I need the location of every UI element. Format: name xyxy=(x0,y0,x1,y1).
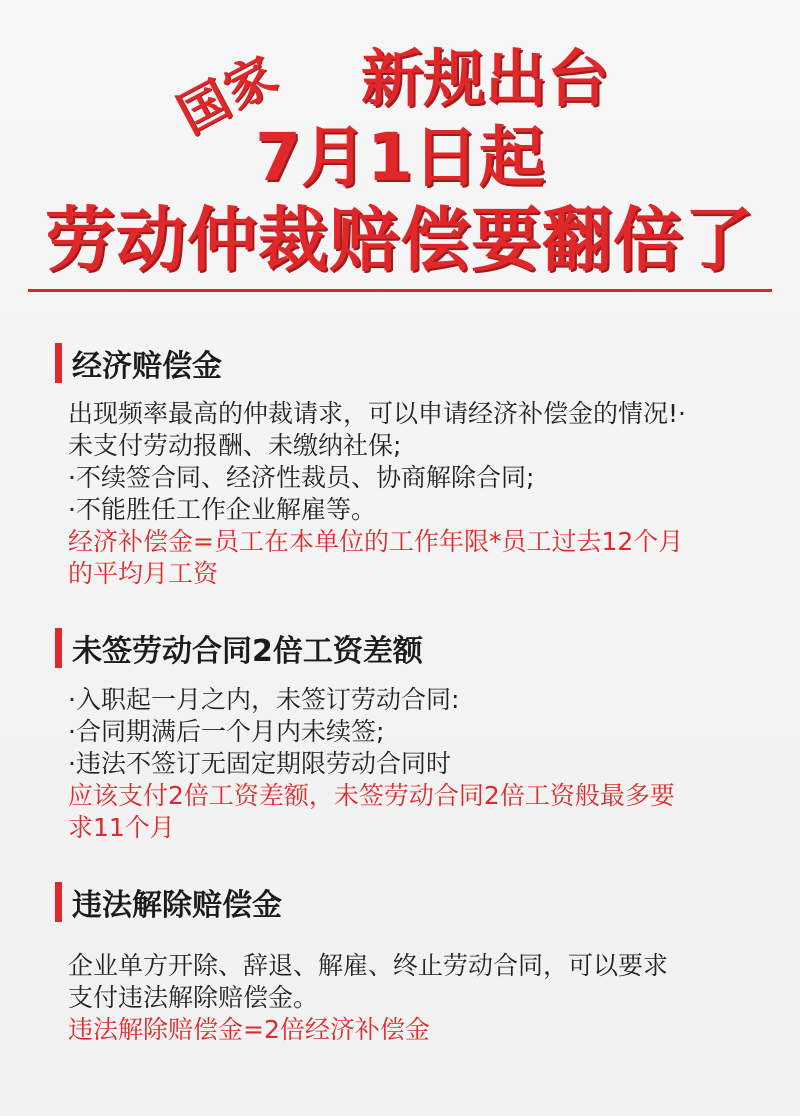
section-body-economic-compensation xyxy=(68,398,768,590)
headline-line-1: 新规出台 xyxy=(360,42,609,115)
body-line: ·入职起一月之内，未签订劳动合同: xyxy=(68,685,460,714)
highlight-line: 经济补偿金=员工在本单位的工作年限*员工过去12个月 xyxy=(68,527,684,556)
section-title: 未签劳动合同2倍工资差额 xyxy=(72,634,423,669)
section-marker xyxy=(55,882,62,922)
section-header-double-wage xyxy=(55,628,423,668)
section-title: 经济赔偿金 xyxy=(72,349,222,384)
body-line: ·不能胜任工作企业解雇等。 xyxy=(68,495,376,524)
stamp-label: 国家 xyxy=(168,44,288,146)
section-header-illegal-termination xyxy=(55,882,282,922)
section-title: 违法解除赔偿金 xyxy=(72,888,282,923)
section-marker xyxy=(55,628,62,668)
body-line: 未支付劳动报酬、未缴纳社保; xyxy=(68,431,402,460)
section-body-illegal-termination xyxy=(68,950,768,1046)
highlight-line: 的平均月工资 xyxy=(68,559,219,588)
section-body-double-wage xyxy=(68,684,768,844)
body-line: ·不续签合同、经济性裁员、协商解除合同; xyxy=(68,463,535,492)
section-marker xyxy=(55,343,62,383)
section-header-economic-compensation xyxy=(55,343,222,383)
body-line: 企业单方开除、辞退、解雇、终止劳动合同，可以要求 xyxy=(68,951,669,980)
highlight-line: 应该支付2倍工资差额，未签劳动合同2倍工资般最多要 xyxy=(68,781,675,810)
body-line: 出现频率最高的仲裁请求，可以申请经济补偿金的情况!· xyxy=(68,399,686,428)
headline-line-3: 劳动仲裁赔偿要翻倍了 xyxy=(45,199,755,281)
body-line: 支付违法解除赔偿金。 xyxy=(68,983,319,1012)
header-divider xyxy=(28,289,772,292)
body-line: ·合同期满后一个月内未续签; xyxy=(68,717,385,746)
headline-line-2: 7月1日起 xyxy=(255,119,545,196)
highlight-line: 违法解除赔偿金=2倍经济补偿金 xyxy=(68,1015,430,1044)
highlight-line: 求11个月 xyxy=(68,813,175,842)
body-line: ·违法不签订无固定期限劳动合同时 xyxy=(68,749,451,778)
